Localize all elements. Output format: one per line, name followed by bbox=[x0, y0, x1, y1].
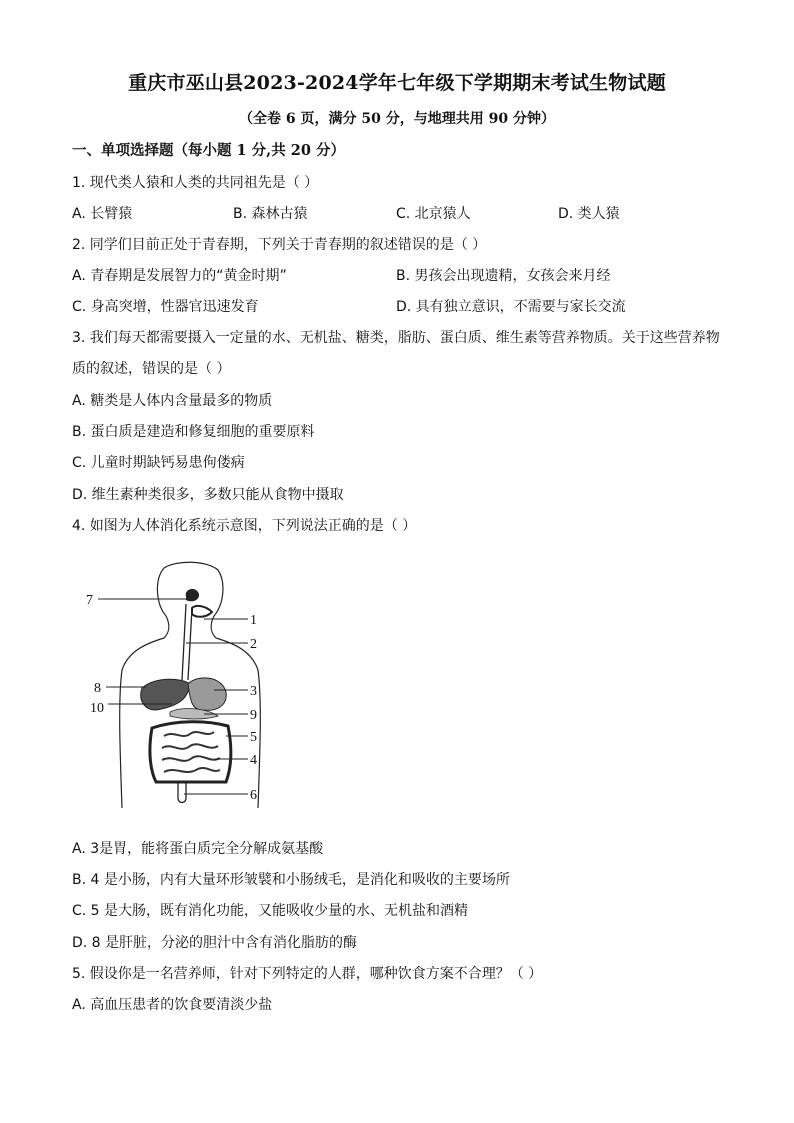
q4-option-c: C. 5 是大肠，既有消化功能，又能吸收少量的水、无机盐和酒精 bbox=[72, 903, 469, 919]
q4-option-a: A. 3是胃，能将蛋白质完全分解成氨基酸 bbox=[72, 841, 324, 857]
diagram-label-6: 6 bbox=[250, 788, 257, 803]
q3-option-a: A. 糖类是人体内含量最多的物质 bbox=[72, 393, 273, 409]
q1-stem: 1. 现代类人猿和人类的共同祖先是（ ） bbox=[72, 175, 319, 191]
q2-option-c: C. 身高突增，性器官迅速发育 bbox=[72, 299, 259, 315]
esophagus-left bbox=[182, 604, 186, 680]
q3-stem-line1: 3. 我们每天都需要摄入一定量的水、无机盐、糖类，脂肪、蛋白质、维生素等营养物质。关于这些营养物 bbox=[72, 330, 720, 346]
stomach-shape bbox=[188, 678, 226, 710]
esophagus-right bbox=[188, 608, 192, 680]
q1-option-b: B. 森林古猿 bbox=[233, 206, 308, 222]
q4-stem: 4. 如图为人体消化系统示意图，下列说法正确的是（ ） bbox=[72, 518, 417, 534]
q2-option-b: B. 男孩会出现遗精，女孩会来月经 bbox=[396, 268, 611, 284]
liver-shape bbox=[141, 679, 190, 710]
digestive-system-diagram bbox=[86, 560, 286, 810]
q3-stem-line2: 质的叙述，错误的是（ ） bbox=[72, 361, 231, 377]
q5-stem: 5. 假设你是一名营养师，针对下列特定的人群，哪种饮食方案不合理？（ ） bbox=[72, 966, 543, 982]
small-intestine-shape bbox=[162, 732, 220, 772]
mouth-shape bbox=[192, 606, 212, 617]
q4-option-d: D. 8 是肝脏，分泌的胆汁中含有消化脂肪的酶 bbox=[72, 935, 358, 951]
diagram-label-10: 10 bbox=[90, 701, 104, 716]
q2-stem: 2. 同学们目前正处于青春期，下列关于青春期的叙述错误的是（ ） bbox=[72, 237, 487, 253]
q5-option-a: A. 高血压患者的饮食要清淡少盐 bbox=[72, 997, 273, 1013]
page-title: 重庆市巫山县2023-2024学年七年级下学期期末考试生物试题 bbox=[128, 72, 666, 94]
diagram-label-1: 1 bbox=[250, 613, 257, 628]
diagram-label-9: 9 bbox=[250, 708, 257, 723]
diagram-label-3: 3 bbox=[250, 684, 257, 699]
section-heading: 一、单项选择题（每小题 1 分,共 20 分） bbox=[72, 142, 346, 159]
q2-option-a: A. 青春期是发展智力的“黄金时期” bbox=[72, 268, 287, 284]
q4-option-b: B. 4 是小肠，内有大量环形皱襞和小肠绒毛，是消化和吸收的主要场所 bbox=[72, 872, 510, 888]
large-intestine-shape bbox=[150, 722, 231, 782]
diagram-label-4: 4 bbox=[250, 753, 257, 768]
q1-option-d: D. 类人猿 bbox=[558, 206, 620, 222]
q2-option-d: D. 具有独立意识，不需要与家长交流 bbox=[396, 299, 626, 315]
pharynx-shape bbox=[186, 589, 199, 601]
q1-option-c: C. 北京猿人 bbox=[396, 206, 471, 222]
q1-option-a: A. 长臂猿 bbox=[72, 206, 133, 222]
diagram-label-7: 7 bbox=[86, 593, 93, 608]
q3-option-b: B. 蛋白质是建造和修复细胞的重要原料 bbox=[72, 424, 315, 440]
diagram-label-2: 2 bbox=[250, 637, 257, 652]
q3-option-d: D. 维生素种类很多，多数只能从食物中摄取 bbox=[72, 487, 344, 503]
diagram-label-8: 8 bbox=[94, 681, 101, 696]
page-subtitle: （全卷 6 页，满分 50 分，与地理共用 90 分钟） bbox=[239, 111, 555, 127]
diagram-label-5: 5 bbox=[250, 730, 257, 745]
rectum-shape bbox=[178, 782, 186, 803]
q3-option-c: C. 儿童时期缺钙易患佝偻病 bbox=[72, 455, 245, 471]
